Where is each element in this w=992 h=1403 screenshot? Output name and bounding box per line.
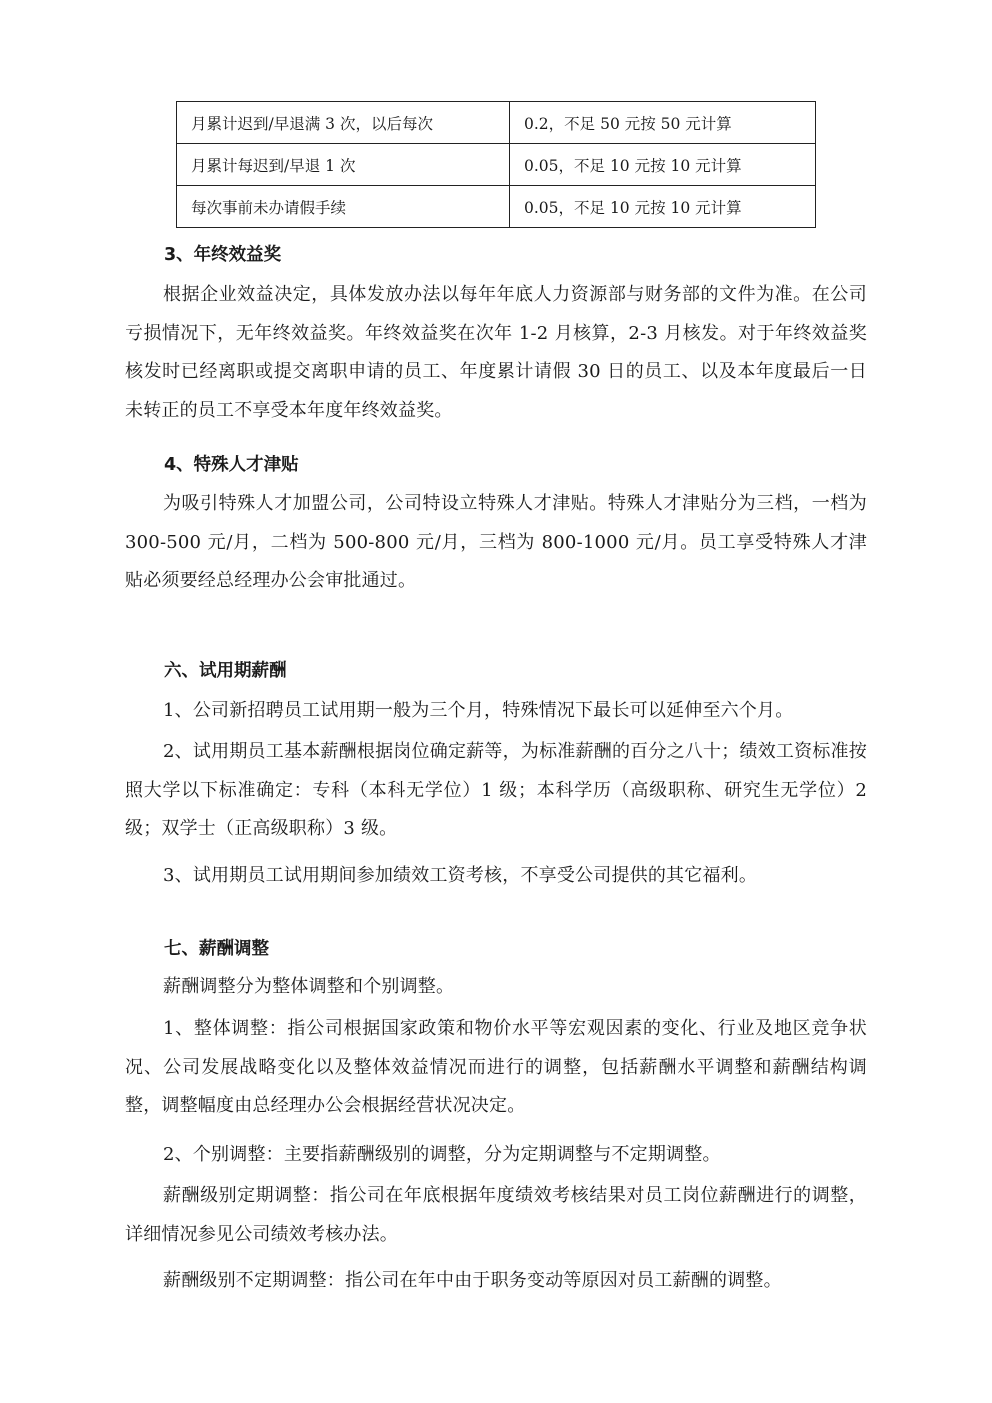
table-row xyxy=(177,144,816,186)
paragraph-adjustment-individual: 2、个别调整：主要指薪酬级别的调整，分为定期调整与不定期调整。 xyxy=(163,1144,721,1165)
paragraph-probation-1: 1、公司新招聘员工试用期一般为三个月，特殊情况下最长可以延伸至六个月。 xyxy=(163,700,794,721)
table-cell: 每次事前未办请假手续 xyxy=(177,186,510,228)
paragraph-probation-3: 3、试用期员工试用期间参加绩效工资考核，不享受公司提供的其它福利。 xyxy=(163,865,758,886)
table-row xyxy=(177,102,816,144)
paragraph-adjustment-overall: 1、整体调整：指公司根据国家政策和物价水平等宏观因素的变化、行业及地区竞争状况、公司发展战略变化以及整体效益情况而进行的调整，包括薪酬水平调整和薪酬结构调整，调整幅度由总经理办公会根据经营状况决定。 xyxy=(125,1018,867,1116)
table-cell: 0.2，不足 50 元按 50 元计算 xyxy=(510,102,816,144)
table-cell: 0.05，不足 10 元按 10 元计算 xyxy=(510,186,816,228)
penalty-table xyxy=(176,101,816,228)
paragraph-talent-allowance: 为吸引特殊人才加盟公司，公司特设立特殊人才津贴。特殊人才津贴分为三档，一档为 300-500 元/月，二档为 500-800 元/月，三档为 800-1000 元/月。员工享受特殊人才津贴必须要经总经理办公会审批通过。 xyxy=(125,493,867,591)
section-heading-salary-adjustment: 七、薪酬调整 xyxy=(164,939,269,959)
table-row xyxy=(177,186,816,228)
table-cell: 月累计迟到/早退满 3 次，以后每次 xyxy=(177,102,510,144)
paragraph-adjustment-intro: 薪酬调整分为整体调整和个别调整。 xyxy=(163,976,455,997)
paragraph-probation-2: 2、试用期员工基本薪酬根据岗位确定薪等，为标准薪酬的百分之八十；绩效工资标准按照大学以下标准确定：专科（本科无学位）1 级；本科学历（高级职称、研究生无学位）2 级；双学士（正高级职称）3 级。 xyxy=(125,741,867,839)
table-cell: 月累计每迟到/早退 1 次 xyxy=(177,144,510,186)
section-heading-year-end-bonus: 3、年终效益奖 xyxy=(164,245,282,265)
paragraph-year-end-bonus: 根据企业效益决定，具体发放办法以每年年底人力资源部与财务部的文件为准。在公司亏损情况下，无年终效益奖。年终效益奖在次年 1-2 月核算，2-3 月核发。对于年终效益奖核发时已经离职或提交离职申请的员工、年度累计请假 30 日的员工、以及本年度最后一日未转正的员工不享受本年度年终效益奖。 xyxy=(125,284,867,421)
table-cell: 0.05，不足 10 元按 10 元计算 xyxy=(510,144,816,186)
paragraph-adjustment-regular: 薪酬级别定期调整：指公司在年底根据年度绩效考核结果对员工岗位薪酬进行的调整，详细情况参见公司绩效考核办法。 xyxy=(125,1185,867,1245)
paragraph-adjustment-irregular: 薪酬级别不定期调整：指公司在年中由于职务变动等原因对员工薪酬的调整。 xyxy=(163,1270,782,1291)
section-heading-probation-pay: 六、试用期薪酬 xyxy=(164,661,287,681)
section-heading-talent-allowance: 4、特殊人才津贴 xyxy=(164,455,299,475)
